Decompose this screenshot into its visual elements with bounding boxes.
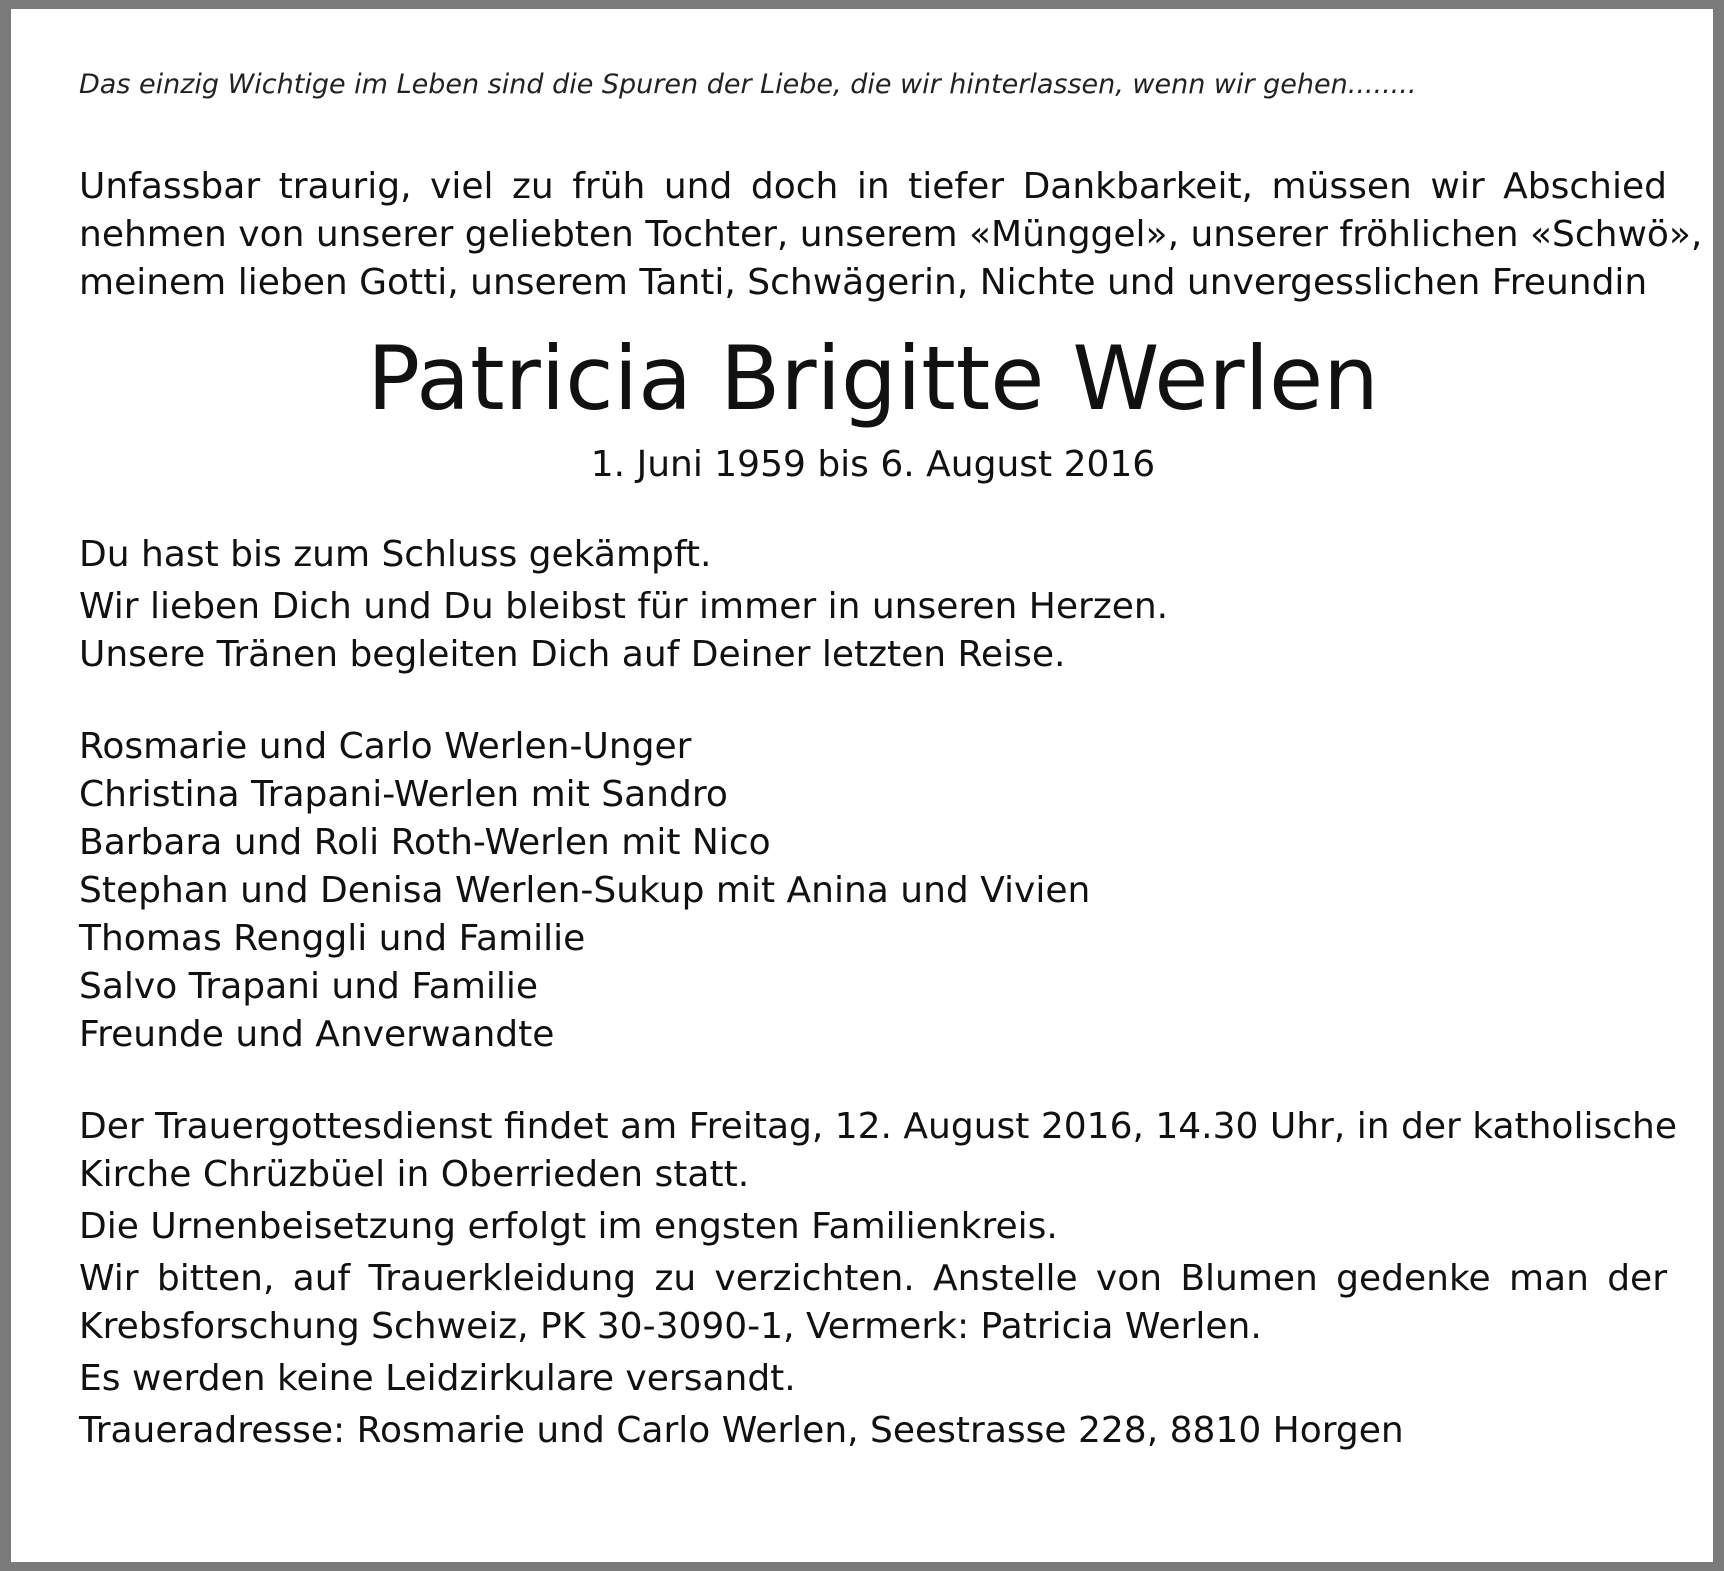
family-member: Rosmarie und Carlo Werlen-Unger	[79, 726, 692, 767]
verse-line: Du hast bis zum Schluss gekämpft.	[79, 534, 712, 575]
family-list	[79, 723, 1667, 1059]
notice-content	[79, 67, 1703, 1455]
family-member: Christina Trapani-Werlen mit Sandro	[79, 774, 728, 815]
verse-line: Unsere Tränen begleiten Dich auf Deiner letzten Reise.	[79, 634, 1066, 675]
family-member: Barbara und Roli Roth-Werlen mit Nico	[79, 822, 771, 863]
family-member: Salvo Trapani und Familie	[79, 966, 539, 1007]
service-line: Kirche Chrüzbüel in Oberrieden statt.	[79, 1154, 750, 1195]
deceased-name: Patricia Brigitte Werlen	[367, 327, 1379, 430]
donation-line: Wir bitten, auf Trauerkleidung zu verzichten. Anstelle von Blumen gedenke man der	[79, 1258, 1667, 1299]
address-line: Traueradresse: Rosmarie und Carlo Werlen, Seestrasse 228, 8810 Horgen	[79, 1410, 1404, 1451]
intro-line: meinem lieben Gotti, unserem Tanti, Schwägerin, Nichte und unvergesslichen Freundin	[79, 262, 1648, 303]
intro-line: Unfassbar traurig, viel zu früh und doch in tiefer Dankbarkeit, müssen wir Abschied	[79, 166, 1667, 207]
intro-paragraph	[79, 163, 1703, 307]
verse-block	[79, 531, 1667, 679]
intro-line: nehmen von unserer geliebten Tochter, unserem «Münggel», unserer fröhlichen «Schwö»,	[79, 214, 1703, 255]
life-dates: 1. Juni 1959 bis 6. August 2016	[590, 444, 1156, 485]
burial-line: Die Urnenbeisetzung erfolgt im engsten Familienkreis.	[79, 1206, 1058, 1247]
service-info	[79, 1103, 1677, 1455]
motto: Das einzig Wichtige im Leben sind die Spuren der Liebe, die wir hinterlassen, wenn wir gehen........	[79, 69, 1417, 100]
family-member: Thomas Renggli und Familie	[79, 918, 586, 959]
service-line: Der Trauergottesdienst findet am Freitag, 12. August 2016, 14.30 Uhr, in der katholische	[79, 1106, 1677, 1147]
family-member: Freunde und Anverwandte	[79, 1014, 555, 1055]
circular-line: Es werden keine Leidzirkulare versandt.	[79, 1358, 796, 1399]
family-member: Stephan und Denisa Werlen-Sukup mit Anina und Vivien	[79, 870, 1091, 911]
donation-line: Krebsforschung Schweiz, PK 30-3090-1, Vermerk: Patricia Werlen.	[79, 1306, 1262, 1347]
verse-line: Wir lieben Dich und Du bleibst für immer in unseren Herzen.	[79, 586, 1169, 627]
